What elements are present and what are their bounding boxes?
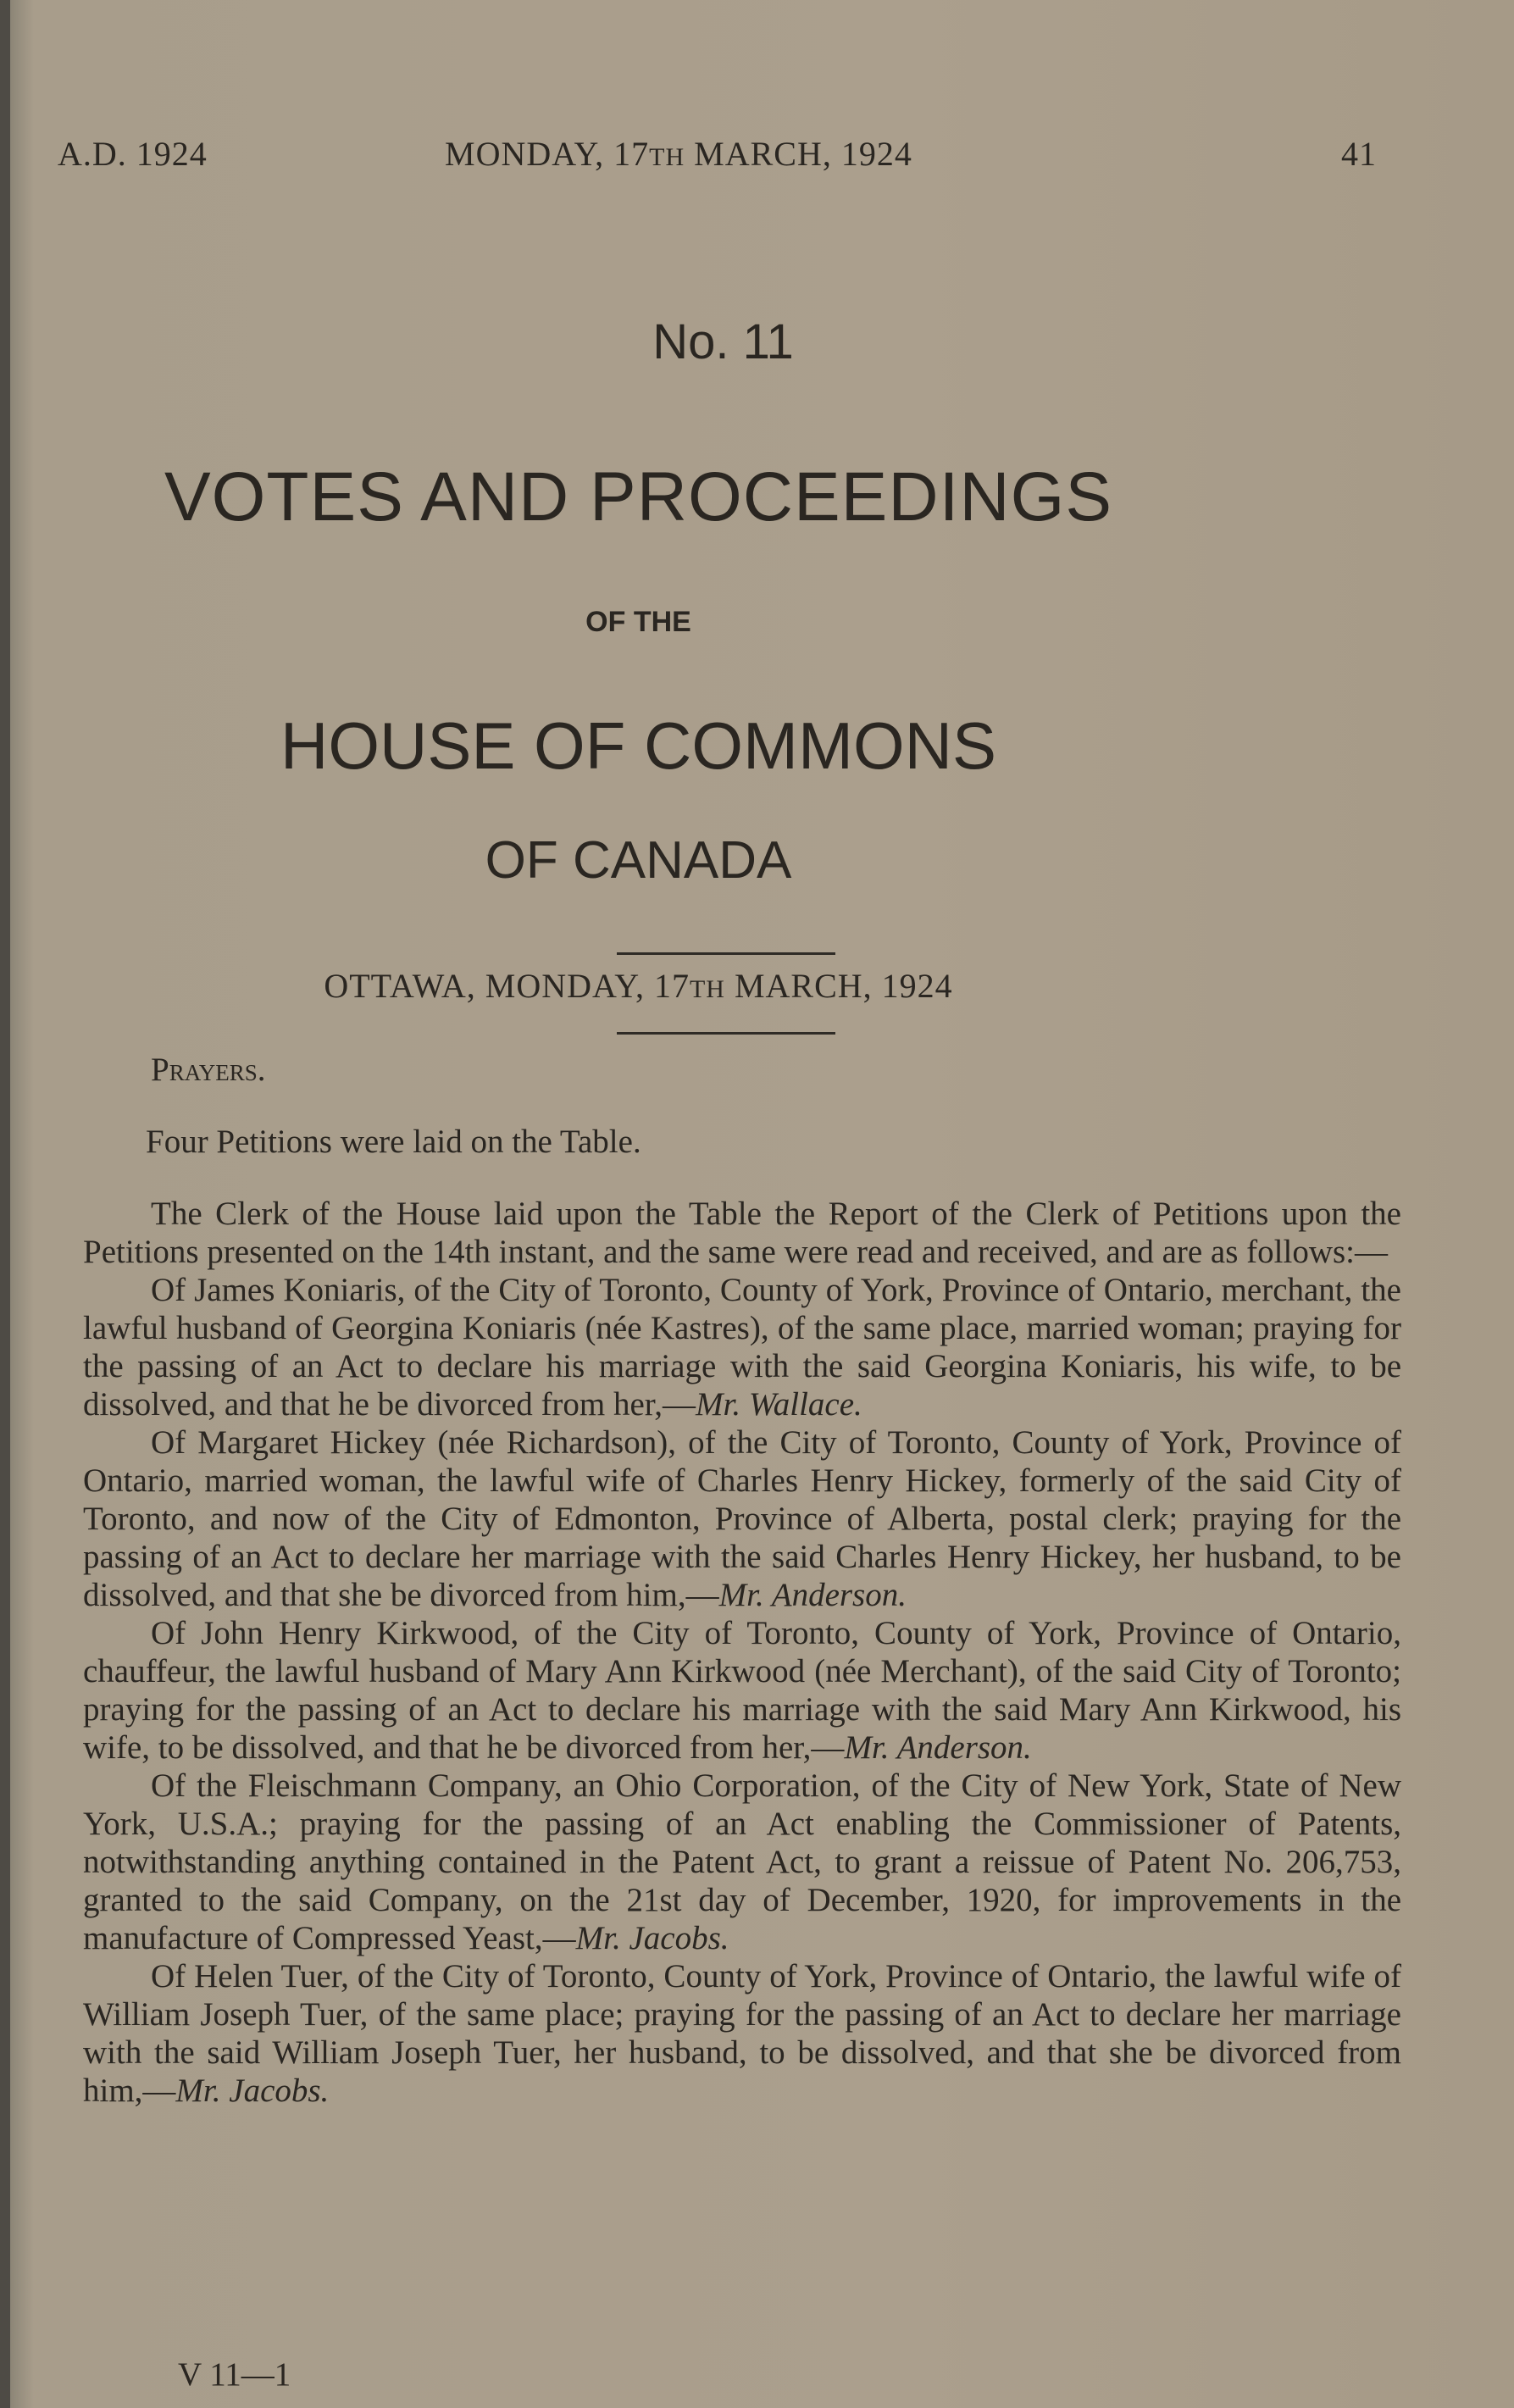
petitions-laid: Four Petitions were laid on the Table.	[146, 1124, 641, 1160]
petition-mover: Mr. Anderson.	[718, 1577, 907, 1613]
header-year: A.D. 1924	[58, 135, 208, 173]
dateline-suffix: MARCH, 1924	[724, 967, 953, 1005]
divider-top	[617, 952, 835, 955]
divider-bottom	[617, 1032, 835, 1035]
prayers-heading: Prayers.	[151, 1051, 266, 1088]
proceedings-body	[83, 1051, 1401, 2110]
title-of-the: OF THE	[585, 606, 691, 638]
header-date	[445, 134, 912, 174]
running-header	[0, 134, 1514, 185]
petition-text: Of Margaret Hickey (née Richardson), of the City of Toronto, County of York, Province of Ontario, married woman, the lawful wife of Charles Henry Hickey, formerly of the said City of Toronto, and now of the City of Edmonton, Province of Alberta, postal clerk; praying for the passing of an Act to declare her marriage with the said Charles Henry Hickey, her husband, to be dissolved, and that she be divorced from him,—	[83, 1424, 1401, 1613]
page-number: 41	[1341, 135, 1377, 173]
issue-number: No. 11	[652, 314, 794, 369]
petition-text: Of the Fleischmann Company, an Ohio Corporation, of the City of New York, State of New York, U.S.A.; praying for the passing of an Act enabling the Commissioner of Patents, notwithstanding anything contained in the Patent Act, to grant a reissue of Patent No. 206,753, granted to the said Company, on the 21st day of December, 1920, for improvements in the manufacture of Compressed Yeast,—	[83, 1767, 1401, 1956]
petition-item	[83, 1614, 1401, 1767]
header-date-suffix: MARCH, 1924	[685, 135, 912, 173]
petition-mover: Mr. Jacobs.	[575, 1920, 729, 1956]
header-date-prefix: MONDAY, 17	[445, 135, 650, 173]
petition-item	[83, 1957, 1401, 2110]
petition-text: Of Helen Tuer, of the City of Toronto, County of York, Province of Ontario, the lawful wife of William Joseph Tuer, of the same place; praying for the passing of an Act to declare her marriage with the said William Joseph Tuer, her husband, to be dissolved, and that she be divorced from him,—	[83, 1958, 1401, 2109]
petition-mover: Mr. Wallace.	[696, 1386, 862, 1423]
title-votes-and-proceedings: VOTES AND PROCEEDINGS	[164, 458, 1113, 535]
petition-item	[83, 1423, 1401, 1614]
petition-mover: Mr. Anderson.	[844, 1729, 1032, 1766]
clerk-report: The Clerk of the House laid upon the Table the Report of the Clerk of Petitions upon the Petitions presented on the 14th instant, and the same were read and received, and are as follows:—	[83, 1196, 1401, 1270]
signature-mark: V 11—1	[178, 2356, 291, 2393]
title-of-canada: OF CANADA	[485, 831, 792, 890]
title-house-of-commons: HOUSE OF COMMONS	[280, 708, 996, 783]
petition-mover: Mr. Jacobs.	[175, 2072, 330, 2109]
petition-item	[83, 1271, 1401, 1423]
header-date-ordinal: TH	[649, 143, 685, 171]
petition-text: Of John Henry Kirkwood, of the City of Toronto, County of York, Province of Ontario, chauffeur, the lawful husband of Mary Ann Kirkwood (née Merchant), of the said City of Toronto; praying for the passing of an Act to declare his marriage with the said Mary Ann Kirkwood, his wife, to be dissolved, and that he be divorced from her,—	[83, 1615, 1401, 1766]
petition-text: Of James Koniaris, of the City of Toronto, County of York, Province of Ontario, merchant, the lawful husband of Georgina Koniaris (née Kastres), of the same place, married woman; praying for the passing of an Act to declare his marriage with the said Georgina Koniaris, his wife, to be dissolved, and that he be divorced from her,—	[83, 1272, 1401, 1423]
dateline-prefix: OTTAWA, MONDAY, 17	[324, 967, 690, 1005]
dateline-ordinal: TH	[689, 975, 725, 1003]
petition-item	[83, 1767, 1401, 1957]
dateline	[0, 966, 1395, 1006]
